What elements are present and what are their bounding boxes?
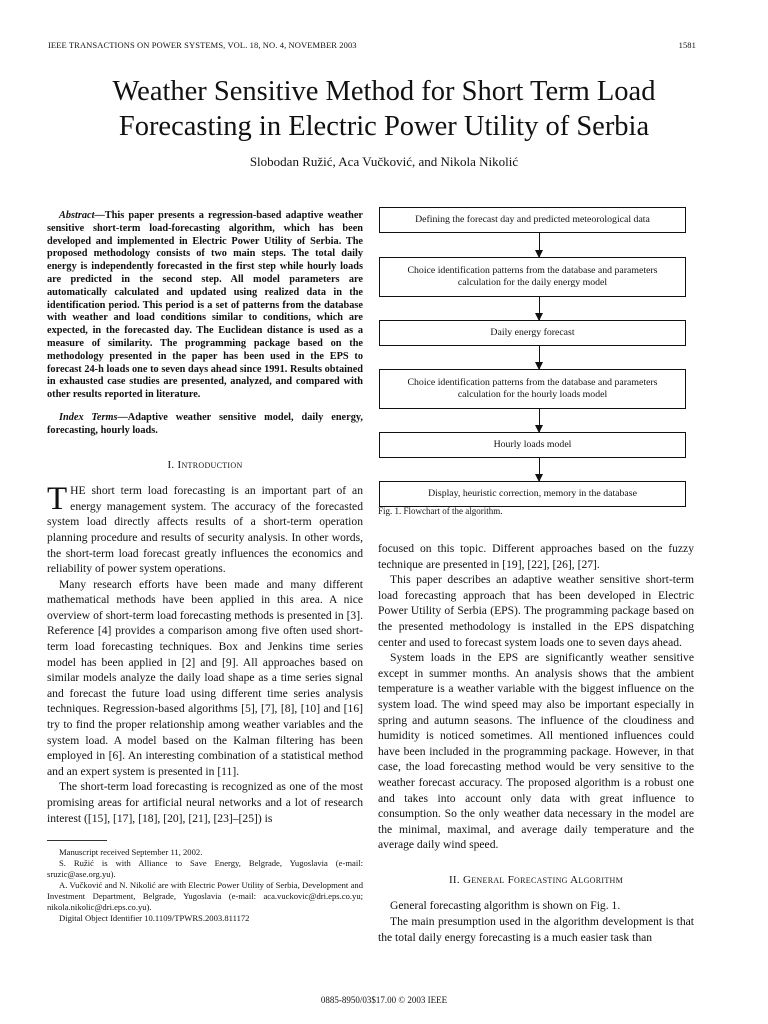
intro-paragraph-4: This paper describes an adaptive weather sensitive short-term load forecasting approach that has been developed in Electric Power Utility of Serbia (EPS). The programming package based on the presented methodology is installed in the EPS dispatching center and used to forecast system loads one to seven days ahead.	[378, 573, 694, 649]
flow-arrow	[539, 346, 540, 369]
section-title: Introduction	[177, 458, 243, 471]
right-column	[378, 541, 694, 945]
index-terms-lead: Index Terms	[59, 411, 118, 423]
footnote-doi: Digital Object Identifier 10.1109/TPWRS.2003.811172	[59, 913, 250, 924]
abstract-lead: Abstract	[59, 210, 95, 221]
flow-step-3: Daily energy forecast	[379, 320, 686, 346]
flow-arrow	[539, 409, 540, 432]
author-list: Slobodan Ružić, Aca Vučković, and Nikola Nikolić	[249, 154, 519, 169]
flow-step-2: Choice identification patterns from the database and parameters calculation for the daily energy model	[379, 257, 686, 297]
footnote-rule	[47, 840, 107, 847]
index-terms-text: —Adaptive weather sensitive model, daily energy, forecasting, hourly loads.	[47, 411, 363, 436]
page-number: 1581	[678, 40, 696, 50]
section-numeral: II.	[448, 873, 460, 886]
flow-step-5: Hourly loads model	[379, 432, 686, 458]
flow-step-6: Display, heuristic correction, memory in the database	[379, 481, 686, 507]
section-numeral: I.	[167, 458, 175, 471]
flow-arrow	[539, 458, 540, 481]
section-heading-general-algorithm	[378, 873, 694, 889]
section-heading-introduction	[47, 458, 363, 474]
figure-1-caption: Fig. 1. Flowchart of the algorithm.	[378, 506, 503, 516]
intro-paragraph-3-continued: focused on this topic. Different approaches based on the fuzzy technique are presented in [19], [22], [26], [27].	[378, 542, 694, 571]
title-line-1: Weather Sensitive Method for Short Term Load	[112, 76, 656, 107]
flow-step-1: Defining the forecast day and predicted meteorological data	[379, 207, 686, 233]
flow-step-4: Choice identification patterns from the database and parameters calculation for the hourly loads model	[379, 369, 686, 409]
intro-paragraph-5: System loads in the EPS are significantly weather sensitive except in summer months. An analysis shows that the ambient temperature is a weather variable with the biggest influence on the system load. The wind speed may also be important especially in spring and autumn seasons. The influence of the cloudiness and humidity is noticed sometimes. All mentioned influences could have been included in the programming package. However, in that case, the load forecasting method would be very sensitive to the weather forecast accuracy. The proposed algorithm is a robust one and takes into account only data with great influence to consumption. So the only weather data necessary in the model are the minimal, maximal, and average daily temperature and the average daily wind speed.	[378, 651, 694, 852]
journal-header: IEEE TRANSACTIONS ON POWER SYSTEMS, VOL. 18, NO. 4, NOVEMBER 2003	[48, 40, 357, 50]
intro-paragraph-2: Many research efforts have been made and many different mathematical methods have been applied in this area. A nice overview of short-term load forecasting methods is presented in [3]. Reference [4] provides a comparison among five often used short-term load forecasting techniques. Box and Jenkins time series model has been applied in [2] and [9]. All approaches based on similar models analyze the daily load shape as a time series signal and forecast the future load using different time series analysis techniques. Regression-based algorithms [5], [7], [8], [10] and [16] try to find the proper relationship among weather variables and the system load. A model based on the Kalman filtering has been employed in [6]. An interesting combination of a statistical method and an expert system is presented in [11].	[47, 577, 363, 778]
intro-paragraph-1-text: HE short term load forecasting is an important part of an energy management system. The accuracy of the forecasted system load directly affects results of a short-term operation planning procedure and results of security analysis. In other words, the short-term load forecast greatly influences the economics and reliability of power system operations.	[47, 484, 363, 576]
paper-title	[40, 74, 728, 144]
intro-paragraph-3: The short-term load forecasting is recognized as one of the most promising areas for artificial neural networks and a lot of research interest ([15], [17], [18], [20], [21], [23]–[25]) is	[47, 780, 363, 825]
flow-arrow	[539, 233, 540, 257]
section-title: General Forecasting Algorithm	[463, 873, 624, 886]
flow-arrow	[539, 297, 540, 320]
intro-paragraph-1	[47, 483, 363, 577]
footnote-author-2-3: A. Vučković and N. Nikolić are with Electric Power Utility of Serbia, Development and Investment Department, Belgrade, Yugoslavia (e-mail: aca.vuckovic@dri.eps.co.yu; nikola.nikolic@dri.eps.co.yu).	[47, 880, 363, 913]
abstract-text: —This paper presents a regression-based adaptive weather sensitive short-term load-forecasting algorithm, which has been developed and implemented in Electric Power Utility of Serbia. The proposed methodology consists of two main steps. The total daily energy is independently forecasted in the first step while hourly loads are predicted in the second step. All model parameters are automatically calculated and updated using realized data in the identification period. This period is a set of patterns from the database with weather and load conditions similar to conditions, which are expected, in the forecasted day. The Euclidean distance is used as a measure of similarity. The programming package based on the methodology presented in the paper has been used in the EPS to forecast 24-h loads one to seven days ahead since 1991. Results obtained in exhausted case studies are presented, analyzed, and compared with other results reported in literature.	[47, 210, 363, 401]
left-column	[47, 210, 363, 924]
drop-cap: T	[47, 481, 68, 518]
copyright-footer: 0885-8950/03$17.00 © 2003 IEEE	[320, 995, 448, 1005]
algorithm-paragraph-1: General forecasting algorithm is shown on Fig. 1.	[390, 899, 621, 913]
index-terms	[47, 412, 363, 438]
algorithm-paragraph-2: The main presumption used in the algorithm development is that the total daily energy forecasting is a much easier task than	[378, 915, 694, 944]
footnote-received: Manuscript received September 11, 2002.	[59, 847, 203, 858]
title-line-2: Forecasting in Electric Power Utility of Serbia	[118, 111, 650, 142]
abstract	[47, 210, 363, 402]
footnote-author-1: S. Ružić is with Alliance to Save Energy, Belgrade, Yugoslavia (e-mail: sruzic@ase.org.yu).	[47, 858, 363, 880]
